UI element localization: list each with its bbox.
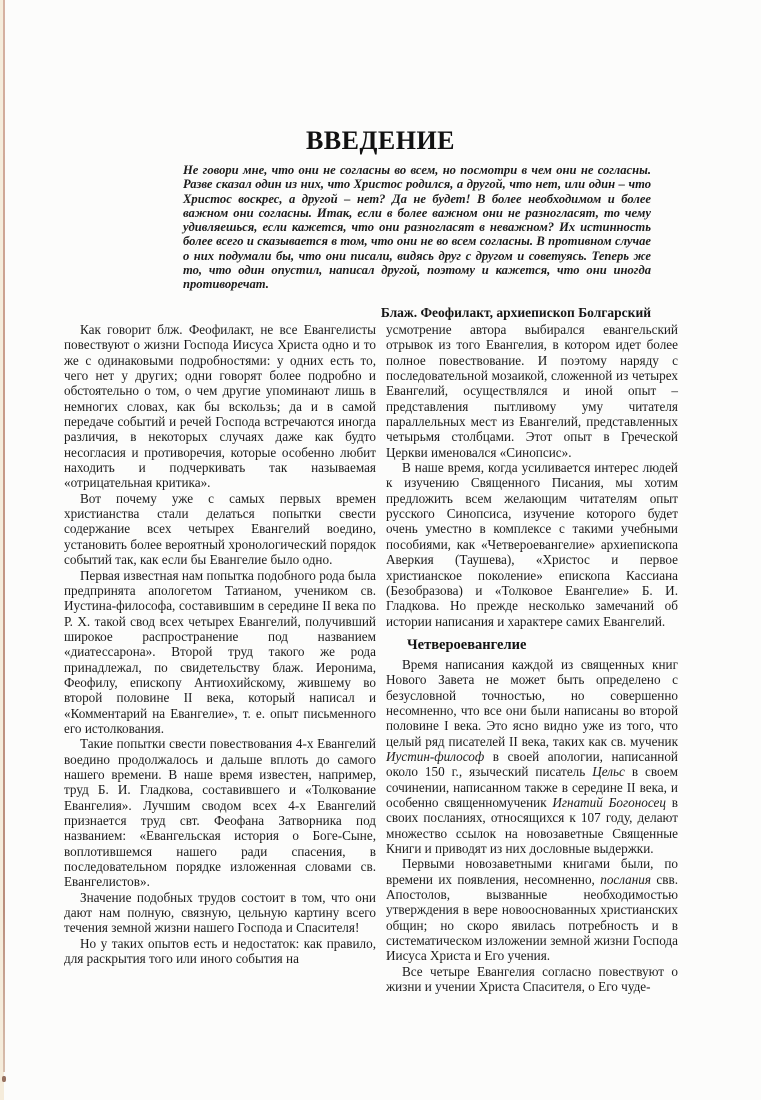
text-segment: свв. Апостолов, вызванные необходимостью утверждения в вере новооснованных христианских общин; но скоро явилась потребность и в систематическом изложении земной жизни Господа Иисуса Христа и Его учения.: [386, 871, 678, 964]
left-column: [64, 322, 376, 994]
italic-term: Цельс: [592, 764, 625, 780]
paragraph: Такие попытки свести повествования 4-х Евангелий воедино продолжалось и дальше вплоть до самого нашего времени. В наше время известен, например, труд Б. И. Гладкова, составившего и «Толкование Евангелия». Лучшим сводом всех 4-х Евангелий признается труд свт. Феофана Затворника под названием: «Евангельская история о Боге-Сыне, воплотившемся нашего ради спасения, в последовательном порядке изложенная словами св. Евангелистов».: [64, 736, 376, 890]
text-segment: Время написания каждой из священных книг Нового Завета не может быть определено с безусловной точностью, но совершенно несомненно, что все они были написаны во второй половине I века. Это ясно видно уже из того, что целый ряд писателей II века, таких как св. мученик: [386, 656, 678, 749]
section-heading: Четвероевангелие: [407, 636, 527, 653]
scan-edge-line: [3, 0, 5, 1072]
epigraph-block: [183, 163, 651, 321]
scan-edge-dot: [2, 1076, 6, 1082]
paragraph: Первая известная нам попытка подобного рода была предпринята апологетом Татианом, учеником св. Иустина-философа, составившим в середине II века по Р. Х. такой свод всех четырех Евангелий, получивший широкое распространение под названием «диатессарона». Второй труд такого же рода принадлежал, по свидетельству блаж. Иеронима, Феофилу, епископу Антиохийскому, жившему во второй половине II века, который написал и «Комментарий на Евангелие», т. е. опыт письменного его истолкования.: [64, 567, 376, 736]
paragraph: Все четыре Евангелия согласно повествуют о жизни и учении Христа Спасителя, о Его чуде-: [386, 963, 678, 995]
text-segment: Первыми новозаветными книгами были, по времени их появления, несомненно,: [386, 856, 678, 887]
text-segment: в своих посланиях, относящихся к 107 году, делают множество ссылок на новозаветные Священные Книги и приводят из них дословные выдержки.: [386, 794, 678, 856]
text-segment: в своем сочинении, написанном также в середине II века, и особенно священномученик: [386, 764, 678, 810]
paragraph: В наше время, когда усиливается интерес людей к изучению Священного Писания, мы хотим предложить всем желающим читателям опыт русского Синопсиса, изучение которого будет очень уместно в комплексе с такими учебными пособиями, как «Четвероевангелие» архиепископа Аверкия (Таушева), «Христос и первое христианское поколение» епископа Кассиана (Безобразова) и «Толковое Евангелие» Б. И. Гладкова. Но прежде несколько замечаний об истории написания и характере самих Евангелий.: [386, 460, 678, 629]
page-title: ВВЕДЕНИЕ: [305, 126, 456, 155]
paragraph: Но у таких опытов есть и недостаток: как правило, для раскрытия того или иного события на: [64, 935, 376, 967]
paragraph-continuation: усмотрение автора выбирался евангельский отрывок из того Евангелия, в котором идет более полное повествование. И поэтому наряду с последовательной мозаикой, сложенной из четырех Евангелий, осуществлялся и иной опыт – представления пытливому уму читателя параллельных мест из Евангелий, представленных четырьмя столбцами. Этот опыт в Греческой Церкви именовался «Синопсис».: [386, 322, 678, 460]
right-column: [386, 322, 678, 994]
paragraph: Вот почему уже с самых первых времен христианства стали делаться попытки свести содержание всех четырех Евангелий воедино, установить более вероятный хронологический порядок событий так, как если бы Евангелие было одно.: [64, 490, 376, 568]
italic-term: Игнатий Богоносец: [552, 794, 667, 810]
paragraph: Как говорит блж. Феофилакт, не все Евангелисты повествуют о жизни Господа Иисуса Христа одно и то же с одинаковыми подробностями: у одних есть то, чего нет у других; одни говорят более подробно и обстоятельно о том, о чем другие упоминают лишь в немногих словах, как бы вскользь; да и в самой передаче событий и речей Господа встречаются иногда различия, в некоторых случаях даже как будто несогласия и противоречия, которые особенно любит находить и подчеркивать так называемая «отрицательная критика».: [64, 322, 376, 491]
paragraph: [386, 856, 678, 963]
epigraph-text: Не говори мне, что они не согласны во всем, но посмотри в чем они не согласны. Разве сказал один из них, что Христос родился, а другой, что нет, или один – что Христос воскрес, а другой – нет? Да не будет! В более необходимом и более важном они согласны. Итак, если в более важном они не разногласят, то чему удивляешься, если кажется, что они разногласят в неважном? Их истинность более всего и сказывается в том, что они не во всем согласны. В противном случае о них подумали бы, что они писали, видясь друг с другом и советуясь. Теперь же то, что один опустил, написал другой, поэтому и кажется, что они иногда противоречат.: [183, 163, 651, 292]
epigraph-attribution: Блаж. Феофилакт, архиепископ Болгарский: [380, 304, 651, 320]
italic-term: Иустин-философ: [386, 748, 485, 764]
text-segment: в своей апологии, написанной около 150 г., языческий писатель: [386, 748, 678, 780]
text-columns: [64, 322, 678, 994]
paragraph: [386, 657, 678, 856]
paragraph: Значение подобных трудов состоит в том, что они дают нам полную, связную, цельную картину всего течения земной жизни нашего Господа и Спасителя!: [64, 889, 376, 936]
italic-term: послания: [600, 871, 652, 887]
